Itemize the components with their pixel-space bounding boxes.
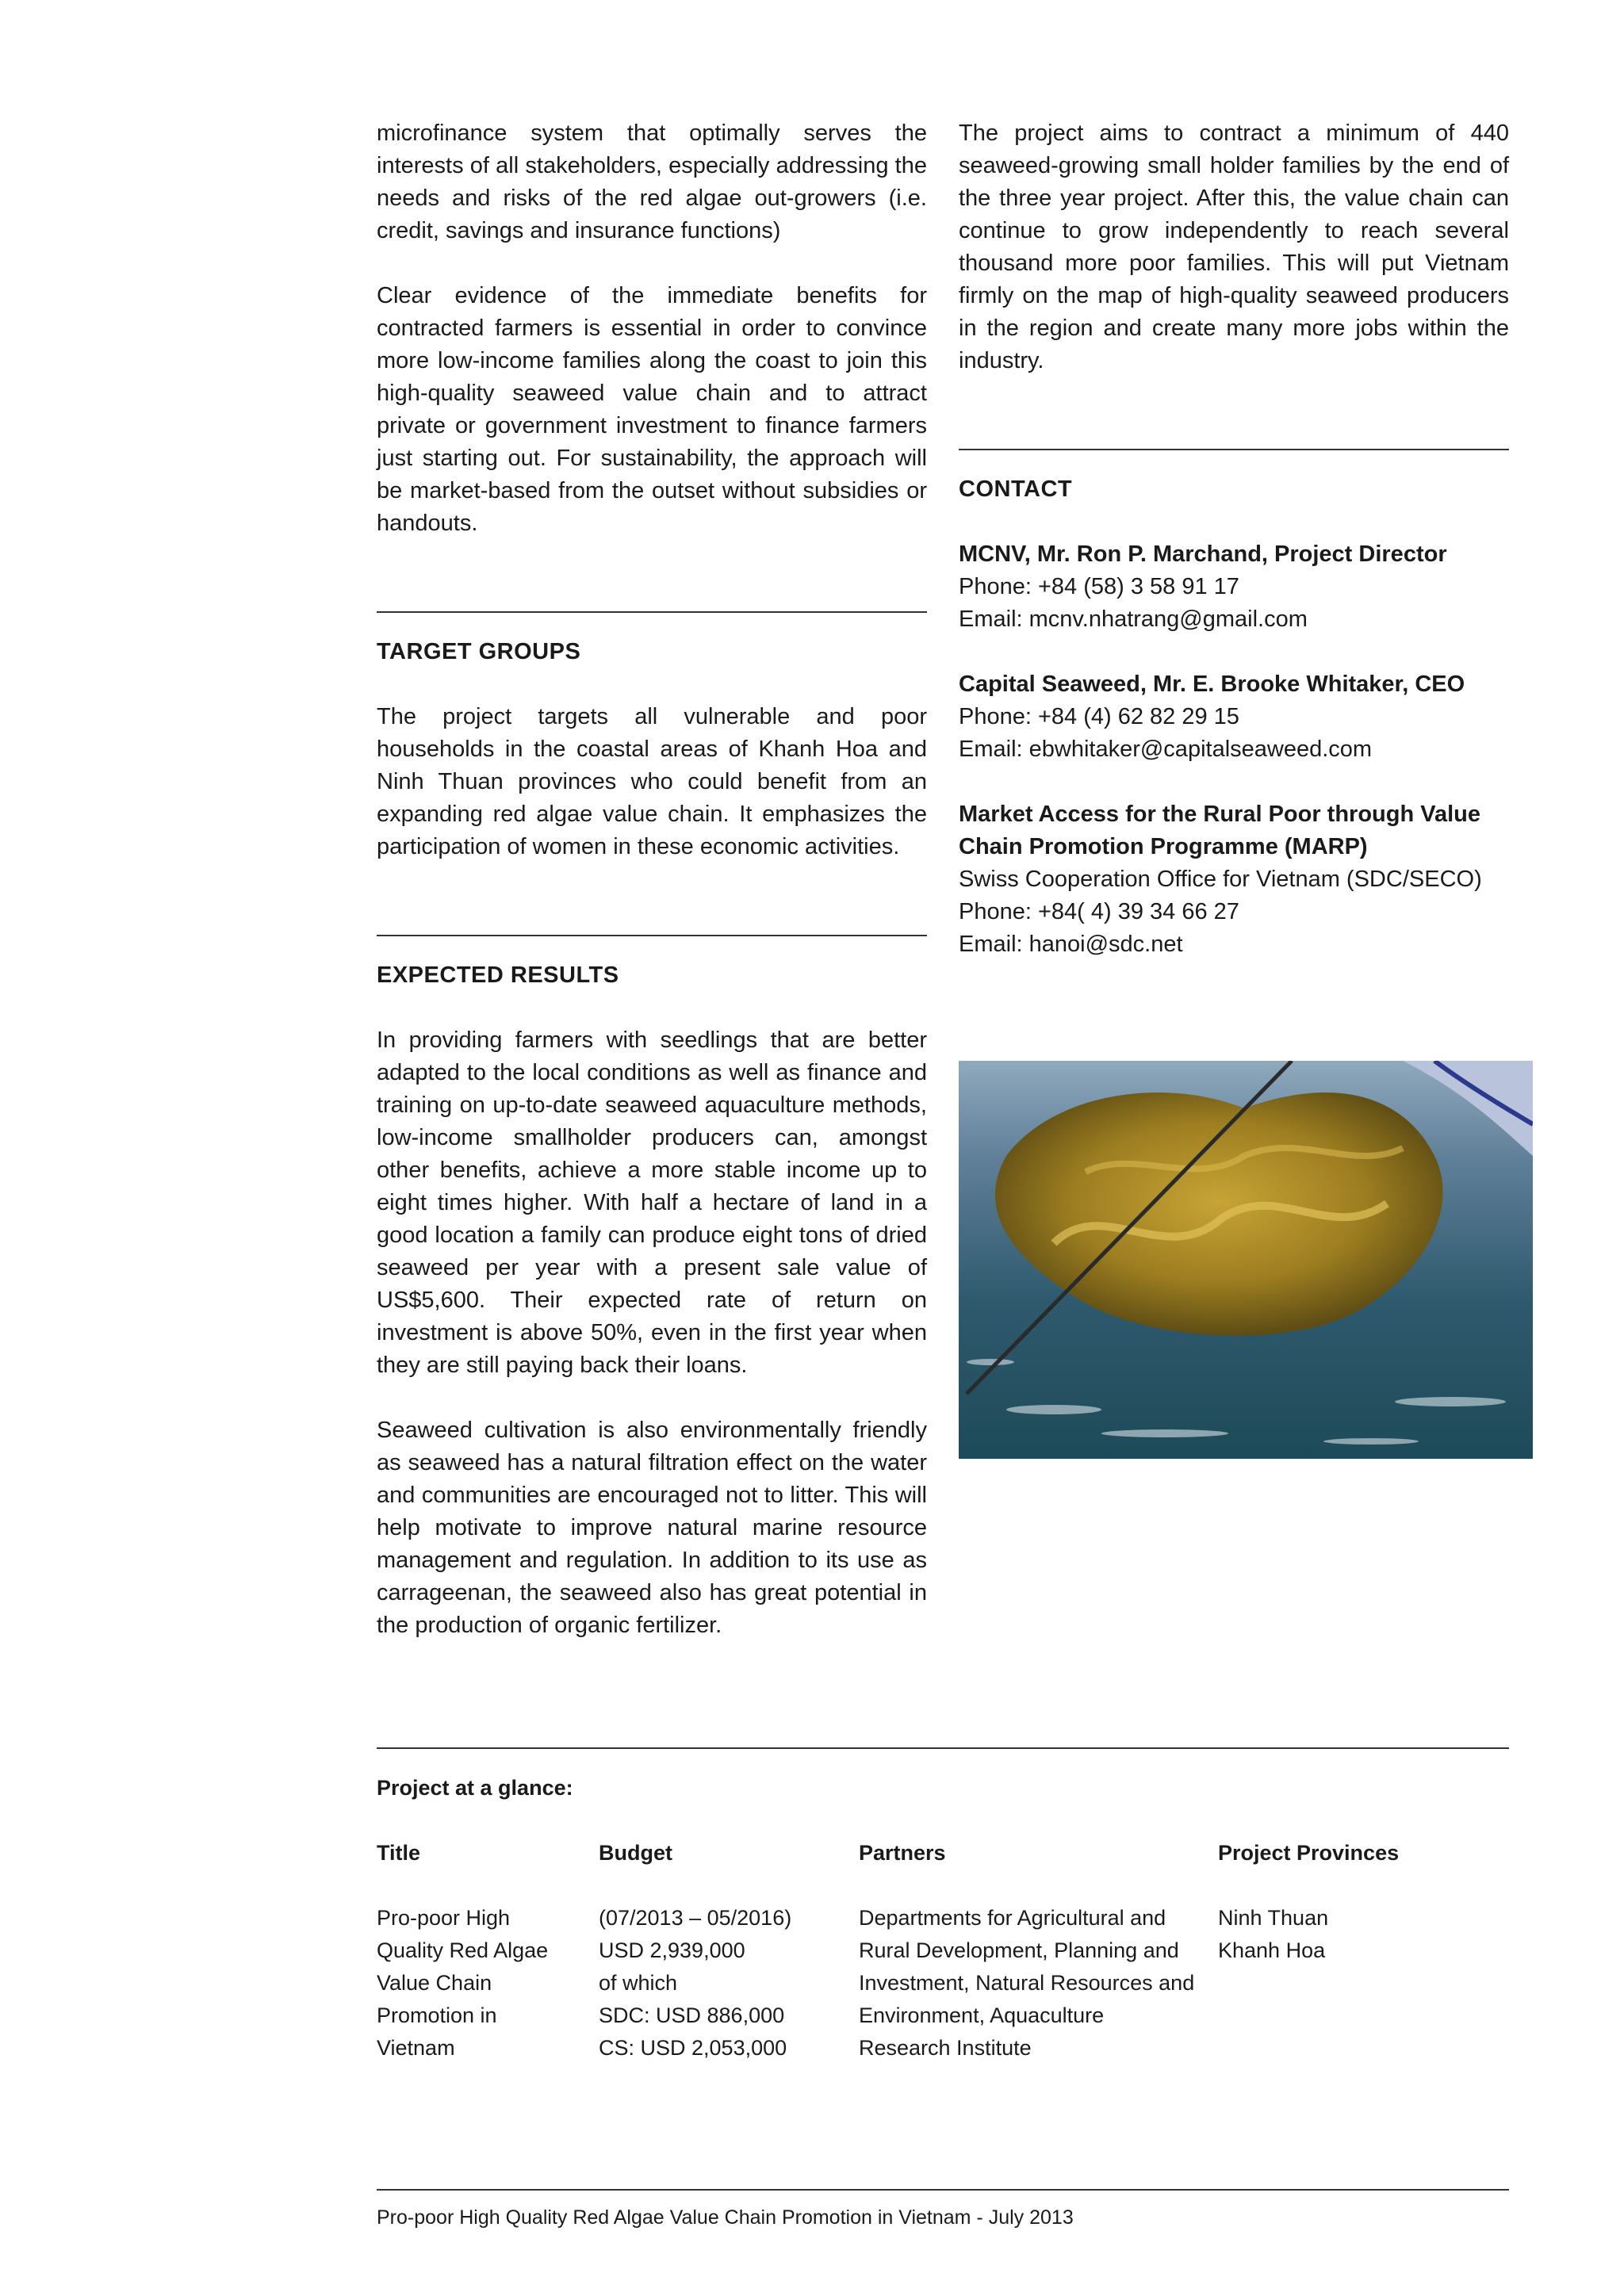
- provinces-cell: [1218, 1902, 1328, 1967]
- title-line: Promotion in: [377, 2003, 497, 2027]
- budget-line: of which: [599, 1971, 678, 1995]
- budget-cell: [599, 1902, 791, 2064]
- budget-line: SDC: USD 886,000: [599, 2003, 785, 2027]
- glance-data-row: [377, 1902, 1509, 2064]
- contact-email: Email: mcnv.nhatrang@gmail.com: [959, 607, 1308, 632]
- province-line: Ninh Thuan: [1218, 1906, 1329, 1930]
- header-partners: Partners: [859, 1841, 946, 1865]
- contact-name-line-2: Chain Promotion Programme (MARP): [959, 834, 1368, 859]
- partners-line: Rural Development, Planning and: [859, 1938, 1179, 1962]
- seaweed-photo: [959, 1061, 1533, 1459]
- expected-results-paragraph-2: Seaweed cultivation is also environmentally friendly as seaweed has a natural filtration effect on the water and communities are encouraged not to litter. This will help motivate to improve natural marine resource management and regulation. In addition to its use as carrageenan, the seaweed also has great potential in the production of organic fertilizer.: [377, 1418, 927, 1638]
- contact-phone: Phone: +84 (4) 62 82 29 15: [959, 704, 1239, 729]
- footer-divider: [377, 2189, 1509, 2191]
- evidence-paragraph: Clear evidence of the immediate benefits for contracted farmers is essential in order to convince more low-income families along the coast to join this high-quality seaweed value chain and to attract private or government investment to finance farmers just starting out. For sustainability, the approach will be market-based from the outset without subsidies or handouts.: [377, 283, 927, 536]
- title-line: Quality Red Algae: [377, 1938, 549, 1962]
- contact-heading: CONTACT: [959, 476, 1073, 502]
- expected-results-paragraph-1: In providing farmers with seedlings that are better adapted to the local conditions as well as finance and training on up-to-date seaweed aquaculture methods, low-income smallholder producers can, amongst other benefits, achieve a more stable income up to eight times higher. With half a hectare of land in a good location a family can produce eight tons of dried seaweed per year with a present sale value of US$5,600. Their expected rate of return on investment is above 50%, even in the first year when they are still paying back their loans.: [377, 1027, 927, 1378]
- title-line: Value Chain: [377, 1971, 492, 1995]
- partners-line: Research Institute: [859, 2036, 1032, 2060]
- contact-phone: Phone: +84 (58) 3 58 91 17: [959, 574, 1239, 599]
- province-line: Khanh Hoa: [1218, 1938, 1326, 1962]
- right-column: [959, 117, 1509, 961]
- contact-name-line-1: Market Access for the Rural Poor through Value: [959, 802, 1481, 827]
- aims-paragraph: The project aims to contract a minimum of 440 seaweed-growing small holder families by the end of the three year project. After this, the value chain can continue to grow independently to reach several thousand more poor families. This will put Vietnam firmly on the map of high-quality seaweed producers in the region and create many more jobs within the industry.: [959, 121, 1509, 373]
- contact-block-capital-seaweed: [959, 668, 1509, 766]
- glance-header-row: [377, 1837, 1509, 1869]
- header-provinces: Project Provinces: [1218, 1841, 1400, 1865]
- title-cell: [377, 1902, 548, 2064]
- partners-cell: [859, 1902, 1194, 2064]
- intro-paragraph: microfinance system that optimally serves the interests of all stakeholders, especially addressing the needs and risks of the red algae out-growers (i.e. credit, savings and insurance functions): [377, 121, 927, 243]
- budget-line: USD 2,939,000: [599, 1938, 745, 1962]
- glance-heading: Project at a glance:: [377, 1776, 573, 1800]
- contact-name: Capital Seaweed, Mr. E. Brooke Whitaker, CEO: [959, 672, 1465, 697]
- footer-text: Pro-poor High Quality Red Algae Value Chain Promotion in Vietnam - July 2013: [377, 2206, 1074, 2229]
- title-line: Pro-poor High: [377, 1906, 511, 1930]
- budget-line: (07/2013 – 05/2016): [599, 1906, 792, 1930]
- partners-line: Environment, Aquaculture: [859, 2003, 1105, 2027]
- project-at-a-glance: [377, 1747, 1509, 2064]
- budget-line: CS: USD 2,053,000: [599, 2036, 787, 2060]
- contact-block-mcnv: [959, 538, 1509, 636]
- header-title: Title: [377, 1841, 421, 1865]
- partners-line: Departments for Agricultural and: [859, 1906, 1166, 1930]
- left-column: [377, 117, 927, 1642]
- page-footer: [377, 2189, 1509, 2232]
- contact-email: Email: ebwhitaker@capitalseaweed.com: [959, 737, 1373, 762]
- target-groups-heading: TARGET GROUPS: [377, 639, 581, 664]
- expected-results-heading: EXPECTED RESULTS: [377, 962, 619, 988]
- contact-block-marp: [959, 798, 1509, 961]
- header-budget: Budget: [599, 1841, 672, 1865]
- contact-name: MCNV, Mr. Ron P. Marchand, Project Director: [959, 541, 1447, 567]
- partners-line: Investment, Natural Resources and: [859, 1971, 1195, 1995]
- title-line: Vietnam: [377, 2036, 455, 2060]
- contact-email: Email: hanoi@sdc.net: [959, 932, 1183, 957]
- contact-organization: Swiss Cooperation Office for Vietnam (SDC/SECO): [959, 867, 1482, 892]
- target-groups-paragraph: The project targets all vulnerable and poor households in the coastal areas of Khanh Hoa and Ninh Thuan provinces who could benefit from an expanding red algae value chain. It emphasizes the participation of women in these economic activities.: [377, 704, 927, 859]
- contact-phone: Phone: +84( 4) 39 34 66 27: [959, 899, 1239, 924]
